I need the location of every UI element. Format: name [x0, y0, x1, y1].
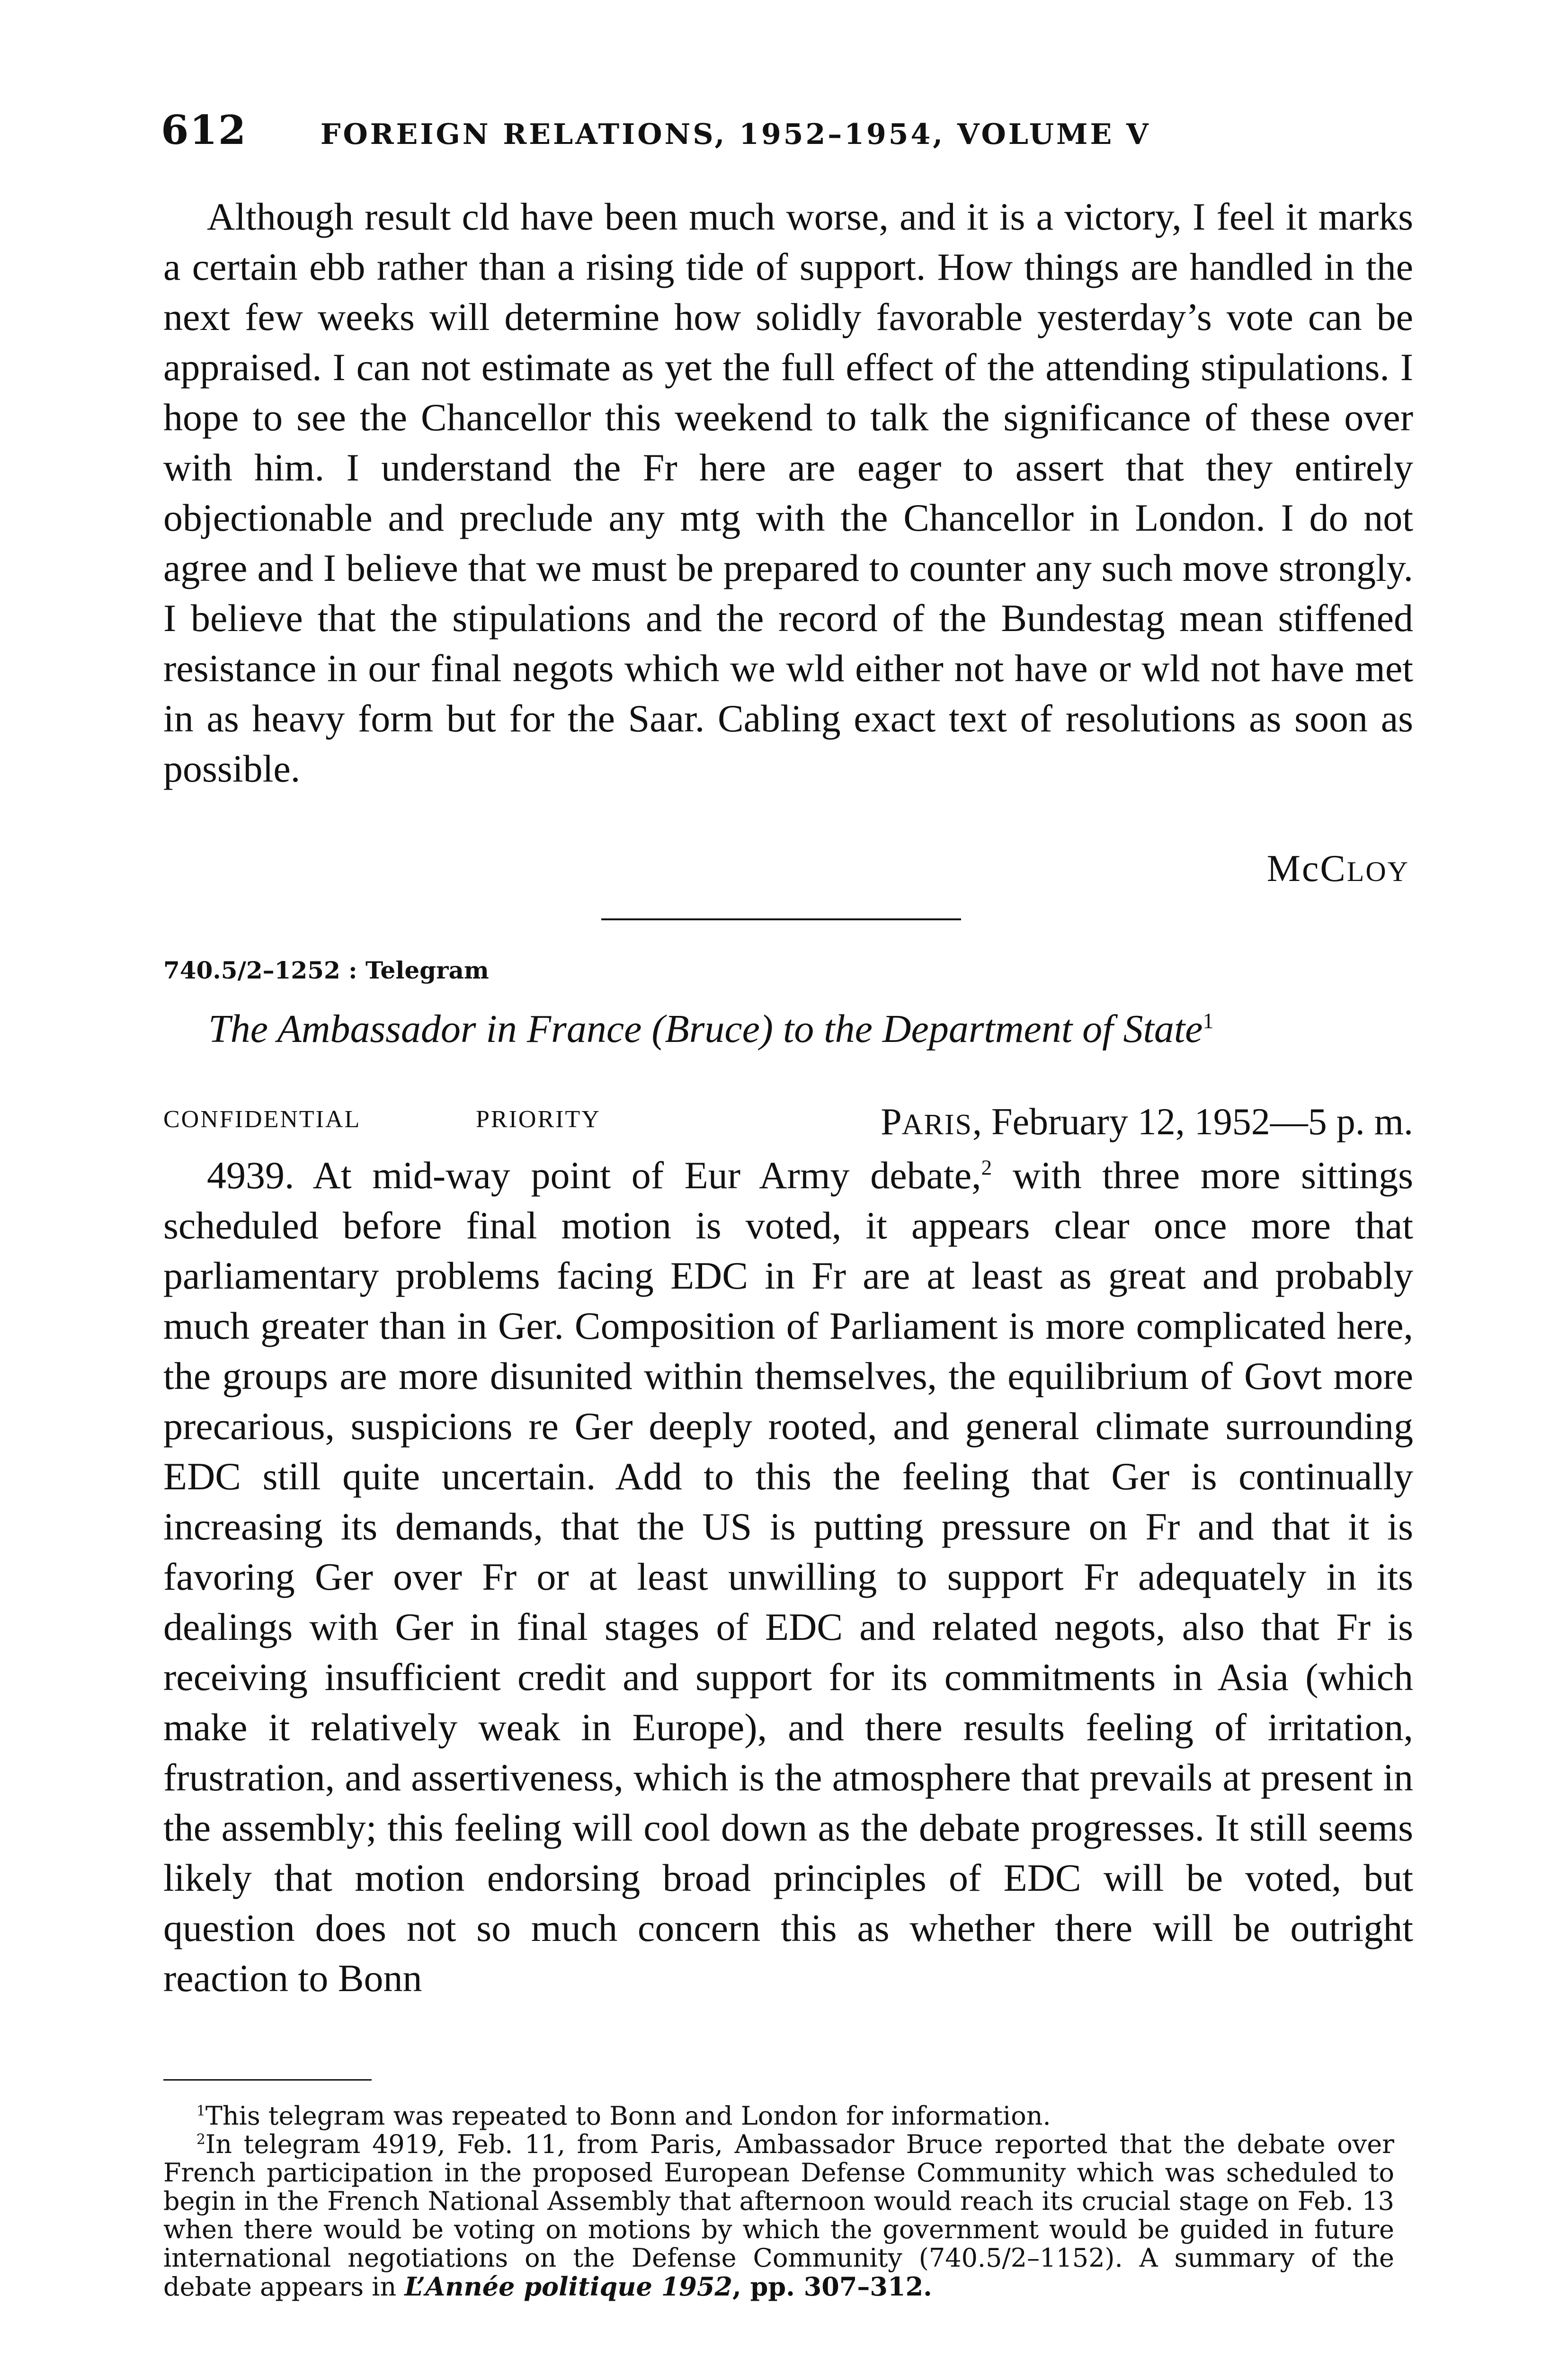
- continuation-text: [163, 192, 1413, 794]
- footnote-1-text: This telegram was repeated to Bonn and London for information.: [205, 2101, 1051, 2131]
- running-title: FOREIGN RELATIONS, 1952–1954, VOLUME V: [320, 118, 1151, 151]
- footnote-1: [163, 2102, 1394, 2130]
- classification: CONFIDENTIAL: [163, 1106, 361, 1133]
- footnote-2: [163, 2130, 1394, 2301]
- telegram-text-start: At mid-way point of Eur Army debate,: [312, 1154, 981, 1197]
- signature-initial: McC: [1266, 848, 1347, 890]
- footnote-2-source-title: L’Année politique 1952: [404, 2271, 732, 2302]
- precedence: PRIORITY: [476, 1106, 601, 1133]
- place-and-date: [881, 1101, 1413, 1144]
- telegram-paragraph: [163, 1150, 1413, 2003]
- telegram-text-rest: with three more sittings scheduled before final motion is voted, it appears clear once more that parliamentary problems facing EDC in Fr are at least as great and probably much greater than in Ger. Composition of Parliament is more complicated here, the groups are more disunited within themselves, the equilibrium of Govt more precarious, suspicions re Ger deeply rooted, and general climate surrounding EDC still quite uncertain. Add to this the feeling that Ger is continually increasing its demands, that the US is putting pressure on Fr and that it is favoring Ger over Fr or at least unwilling to support Fr adequately in its dealings with Ger in final stages of EDC and related negots, also that Fr is receiving insufficient credit and support for its commitments in Asia (which make it relatively weak in Europe), and there results feeling of irritation, frustration, and assertiveness, which is the atmosphere that prevails at present in the assembly; this feeling will cool down as the debate progresses. It still seems likely that motion endorsing broad principles of EDC will be voted, but question does not so much concern this as whether there will be outright reaction to Bonn: [163, 1154, 1413, 2000]
- date: , February 12, 1952—5 p. m.: [972, 1101, 1413, 1143]
- footnotes: [163, 2102, 1394, 2301]
- footnote-2-text: In telegram 4919, Feb. 11, from Paris, Ambassador Bruce reported that the debate over French participation in the proposed European Defense Community which was scheduled to begin in the French National Assembly that afternoon would reach its crucial stage on Feb. 13 when there would be voting on motions by which the government would be guided in future international negotiations on the Defense Community (740.5/2–1152). A summary of the debate appears in: [163, 2129, 1394, 2302]
- place-rest: ARIS: [901, 1109, 972, 1141]
- signature: [1267, 847, 1409, 890]
- document-title: [208, 1006, 1420, 1052]
- file-reference: 740.5/2–1252 : Telegram: [163, 956, 489, 984]
- continuation-paragraph: Although result cld have been much worse, and it is a victory, I feel it marks a certain ebb rather than a rising tide of support. How things are handled in the next few weeks will determine how solidly favorable yesterday’s vote can be appraised. I can not estimate as yet the full effect of the attending stipulations. I hope to see the Chancellor this weekend to talk the significance of these over with him. I understand the Fr here are eager to assert that they entirely objectionable and preclude any mtg with the Chancellor in London. I do not agree and I believe that we must be prepared to counter any such move strongly. I believe that the stipulations and the record of the Bundestag mean stiffened resistance in our final negots which we wld either not have or wld not have met in as heavy form but for the Saar. Cabling exact text of resolutions as soon as possible.: [163, 195, 1413, 790]
- page-header: [161, 107, 1401, 153]
- place-initial: P: [881, 1101, 902, 1143]
- footnote-rule: [163, 2079, 372, 2081]
- telegram-body: [163, 1150, 1413, 2003]
- footnote-2-marker: 2: [196, 2131, 205, 2148]
- signature-rest: LOY: [1346, 856, 1409, 887]
- footnote-2-source-pages: , pp. 307–312.: [732, 2271, 932, 2302]
- title-footnote-marker: 1: [1203, 1009, 1214, 1033]
- document-title-text: The Ambassador in France (Bruce) to the Department of State: [208, 1007, 1203, 1051]
- telegram-number: 4939.: [207, 1154, 294, 1197]
- section-divider: [601, 918, 961, 920]
- footnote-1-marker: 1: [196, 2103, 205, 2119]
- body-footnote-marker: 2: [981, 1156, 992, 1180]
- page-number: 612: [161, 107, 247, 153]
